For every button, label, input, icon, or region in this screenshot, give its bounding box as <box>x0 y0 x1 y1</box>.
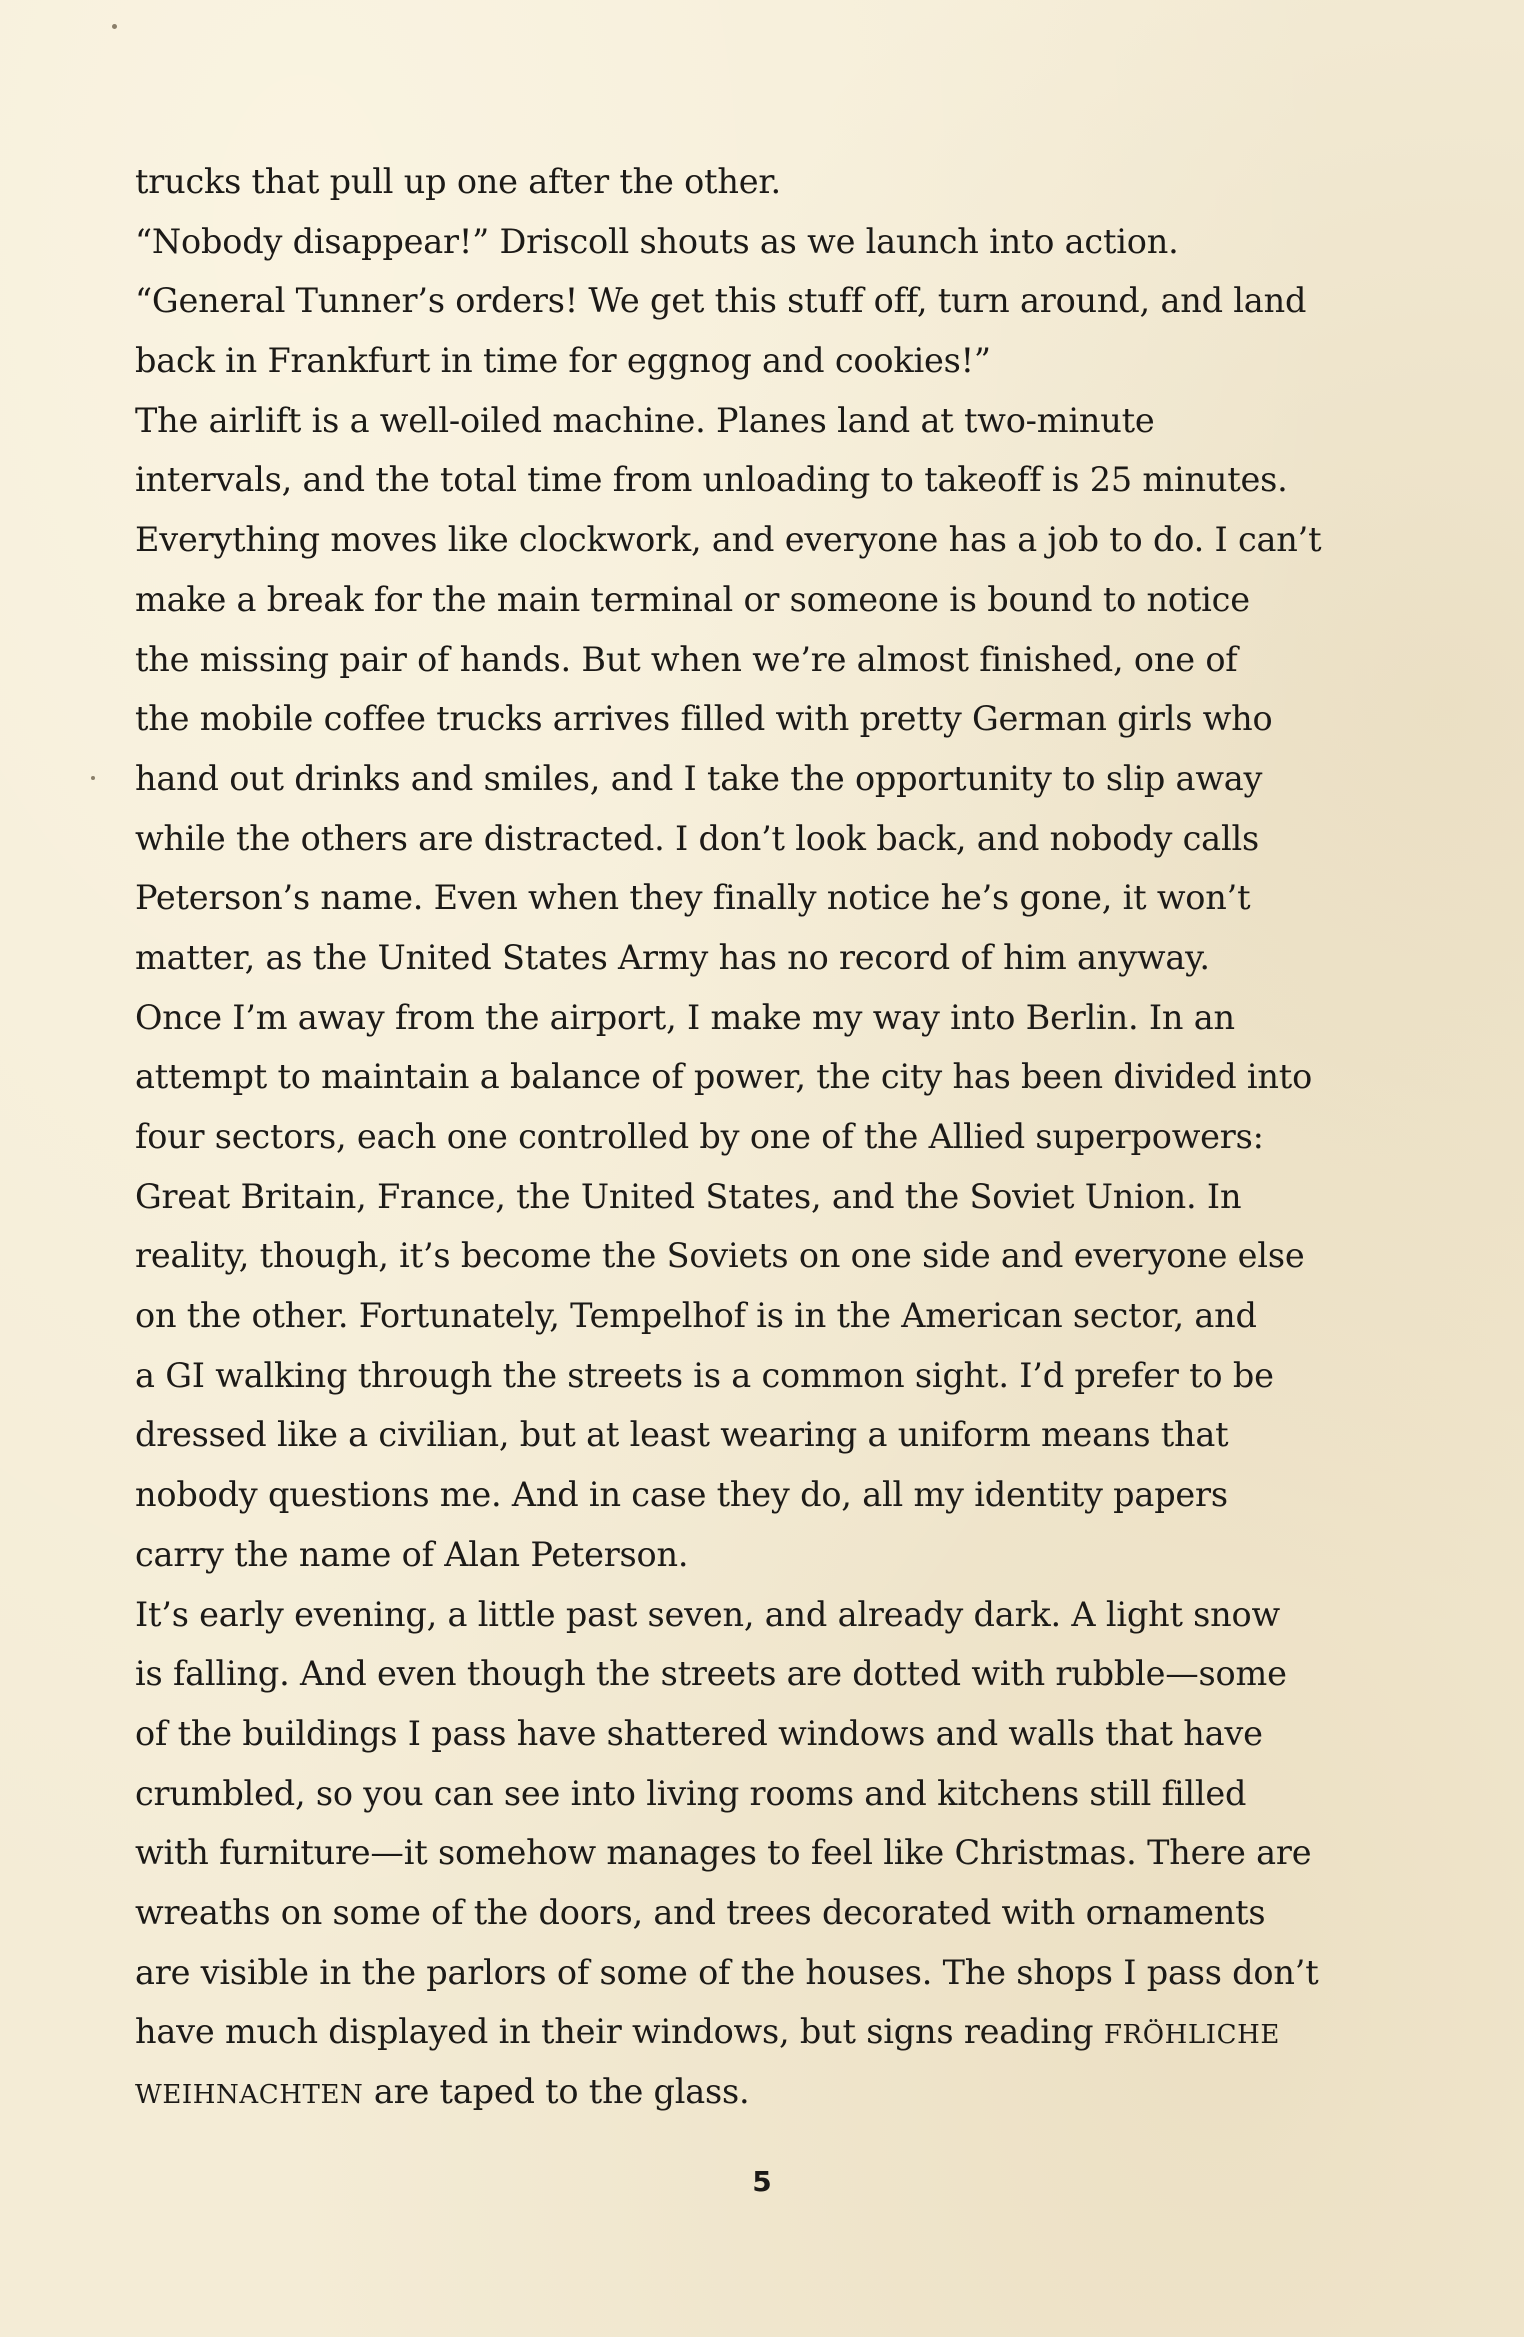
text-line: Great Britain, France, the United States, and the Soviet Union. In <box>135 1176 1242 1216</box>
text-line: back in Frankfurt in time for eggnog and cookies!” <box>135 341 991 381</box>
text-line: are visible in the parlors of some of the houses. The shops I pass don’t <box>135 1952 1319 1992</box>
text-line: matter, as the United States Army has no record of him anyway. <box>135 937 1210 977</box>
text-line: with furniture—it somehow manages to feel like Christmas. There are <box>135 1833 1312 1873</box>
sign-text-weihnachten: WEIHNACHTEN <box>135 2080 364 2110</box>
text-line: while the others are distracted. I don’t look back, and nobody calls <box>135 818 1259 858</box>
text-line: dressed like a civilian, but at least wearing a uniform means that <box>135 1415 1229 1455</box>
text-line: trucks that pull up one after the other. <box>135 162 781 201</box>
text-line: “General Tunner’s orders! We get this stuff off, turn around, and land <box>135 281 1307 321</box>
text-line: on the other. Fortunately, Tempelhof is in the American sector, and <box>135 1296 1257 1336</box>
text-line: of the buildings I pass have shattered windows and walls that have <box>135 1713 1263 1753</box>
text-line: a GI walking through the streets is a common sight. I’d prefer to be <box>135 1355 1274 1395</box>
text-line: nobody questions me. And in case they do, all my identity papers <box>135 1475 1228 1515</box>
text-line: reality, though, it’s become the Soviets on one side and everyone else <box>135 1236 1305 1276</box>
text-line: four sectors, each one controlled by one of the Allied superpowers: <box>135 1117 1264 1156</box>
text-line: the missing pair of hands. But when we’re almost finished, one of <box>135 639 1238 679</box>
text-line: is falling. And even though the streets are dotted with rubble—some <box>135 1654 1287 1694</box>
text-fragment: are taped to the glass. <box>373 2072 750 2111</box>
text-line: crumbled, so you can see into living rooms and kitchens still filled <box>135 1773 1247 1813</box>
text-line: Peterson’s name. Even when they finally notice he’s gone, it won’t <box>135 878 1251 918</box>
sign-text-frohliche: FRÖHLICHE <box>1103 2020 1280 2051</box>
text-line: carry the name of Alan Peterson. <box>135 1534 689 1574</box>
text-line: The airlift is a well-oiled machine. Planes land at two-minute <box>135 400 1155 440</box>
text-line: hand out drinks and smiles, and I take the opportunity to slip away <box>135 758 1263 798</box>
body-text <box>135 152 1335 2122</box>
text-fragment: have much displayed in their windows, but signs reading <box>135 2012 1094 2052</box>
paper-speck <box>91 776 95 780</box>
text-line: intervals, and the total time from unloading to takeoff is 25 minutes. <box>135 460 1288 500</box>
text-line: make a break for the main terminal or someone is bound to notice <box>135 579 1250 619</box>
text-line: Once I’m away from the airport, I make my way into Berlin. In an <box>135 997 1235 1037</box>
page-number: 5 <box>752 2165 772 2198</box>
text-line: attempt to maintain a balance of power, the city has been divided into <box>135 1057 1313 1097</box>
text-line: the mobile coffee trucks arrives filled with pretty German girls who <box>135 699 1273 739</box>
text-line: wreaths on some of the doors, and trees decorated with ornaments <box>135 1892 1266 1932</box>
text-line: It’s early evening, a little past seven, and already dark. A light snow <box>135 1594 1280 1634</box>
text-line: Everything moves like clockwork, and everyone has a job to do. I can’t <box>135 520 1322 560</box>
text-line-with-sign <box>135 2002 1335 2062</box>
text-line: “Nobody disappear!” Driscoll shouts as we launch into action. <box>135 221 1179 261</box>
text-line-with-sign <box>135 2062 1335 2122</box>
paper-speck <box>112 24 117 29</box>
